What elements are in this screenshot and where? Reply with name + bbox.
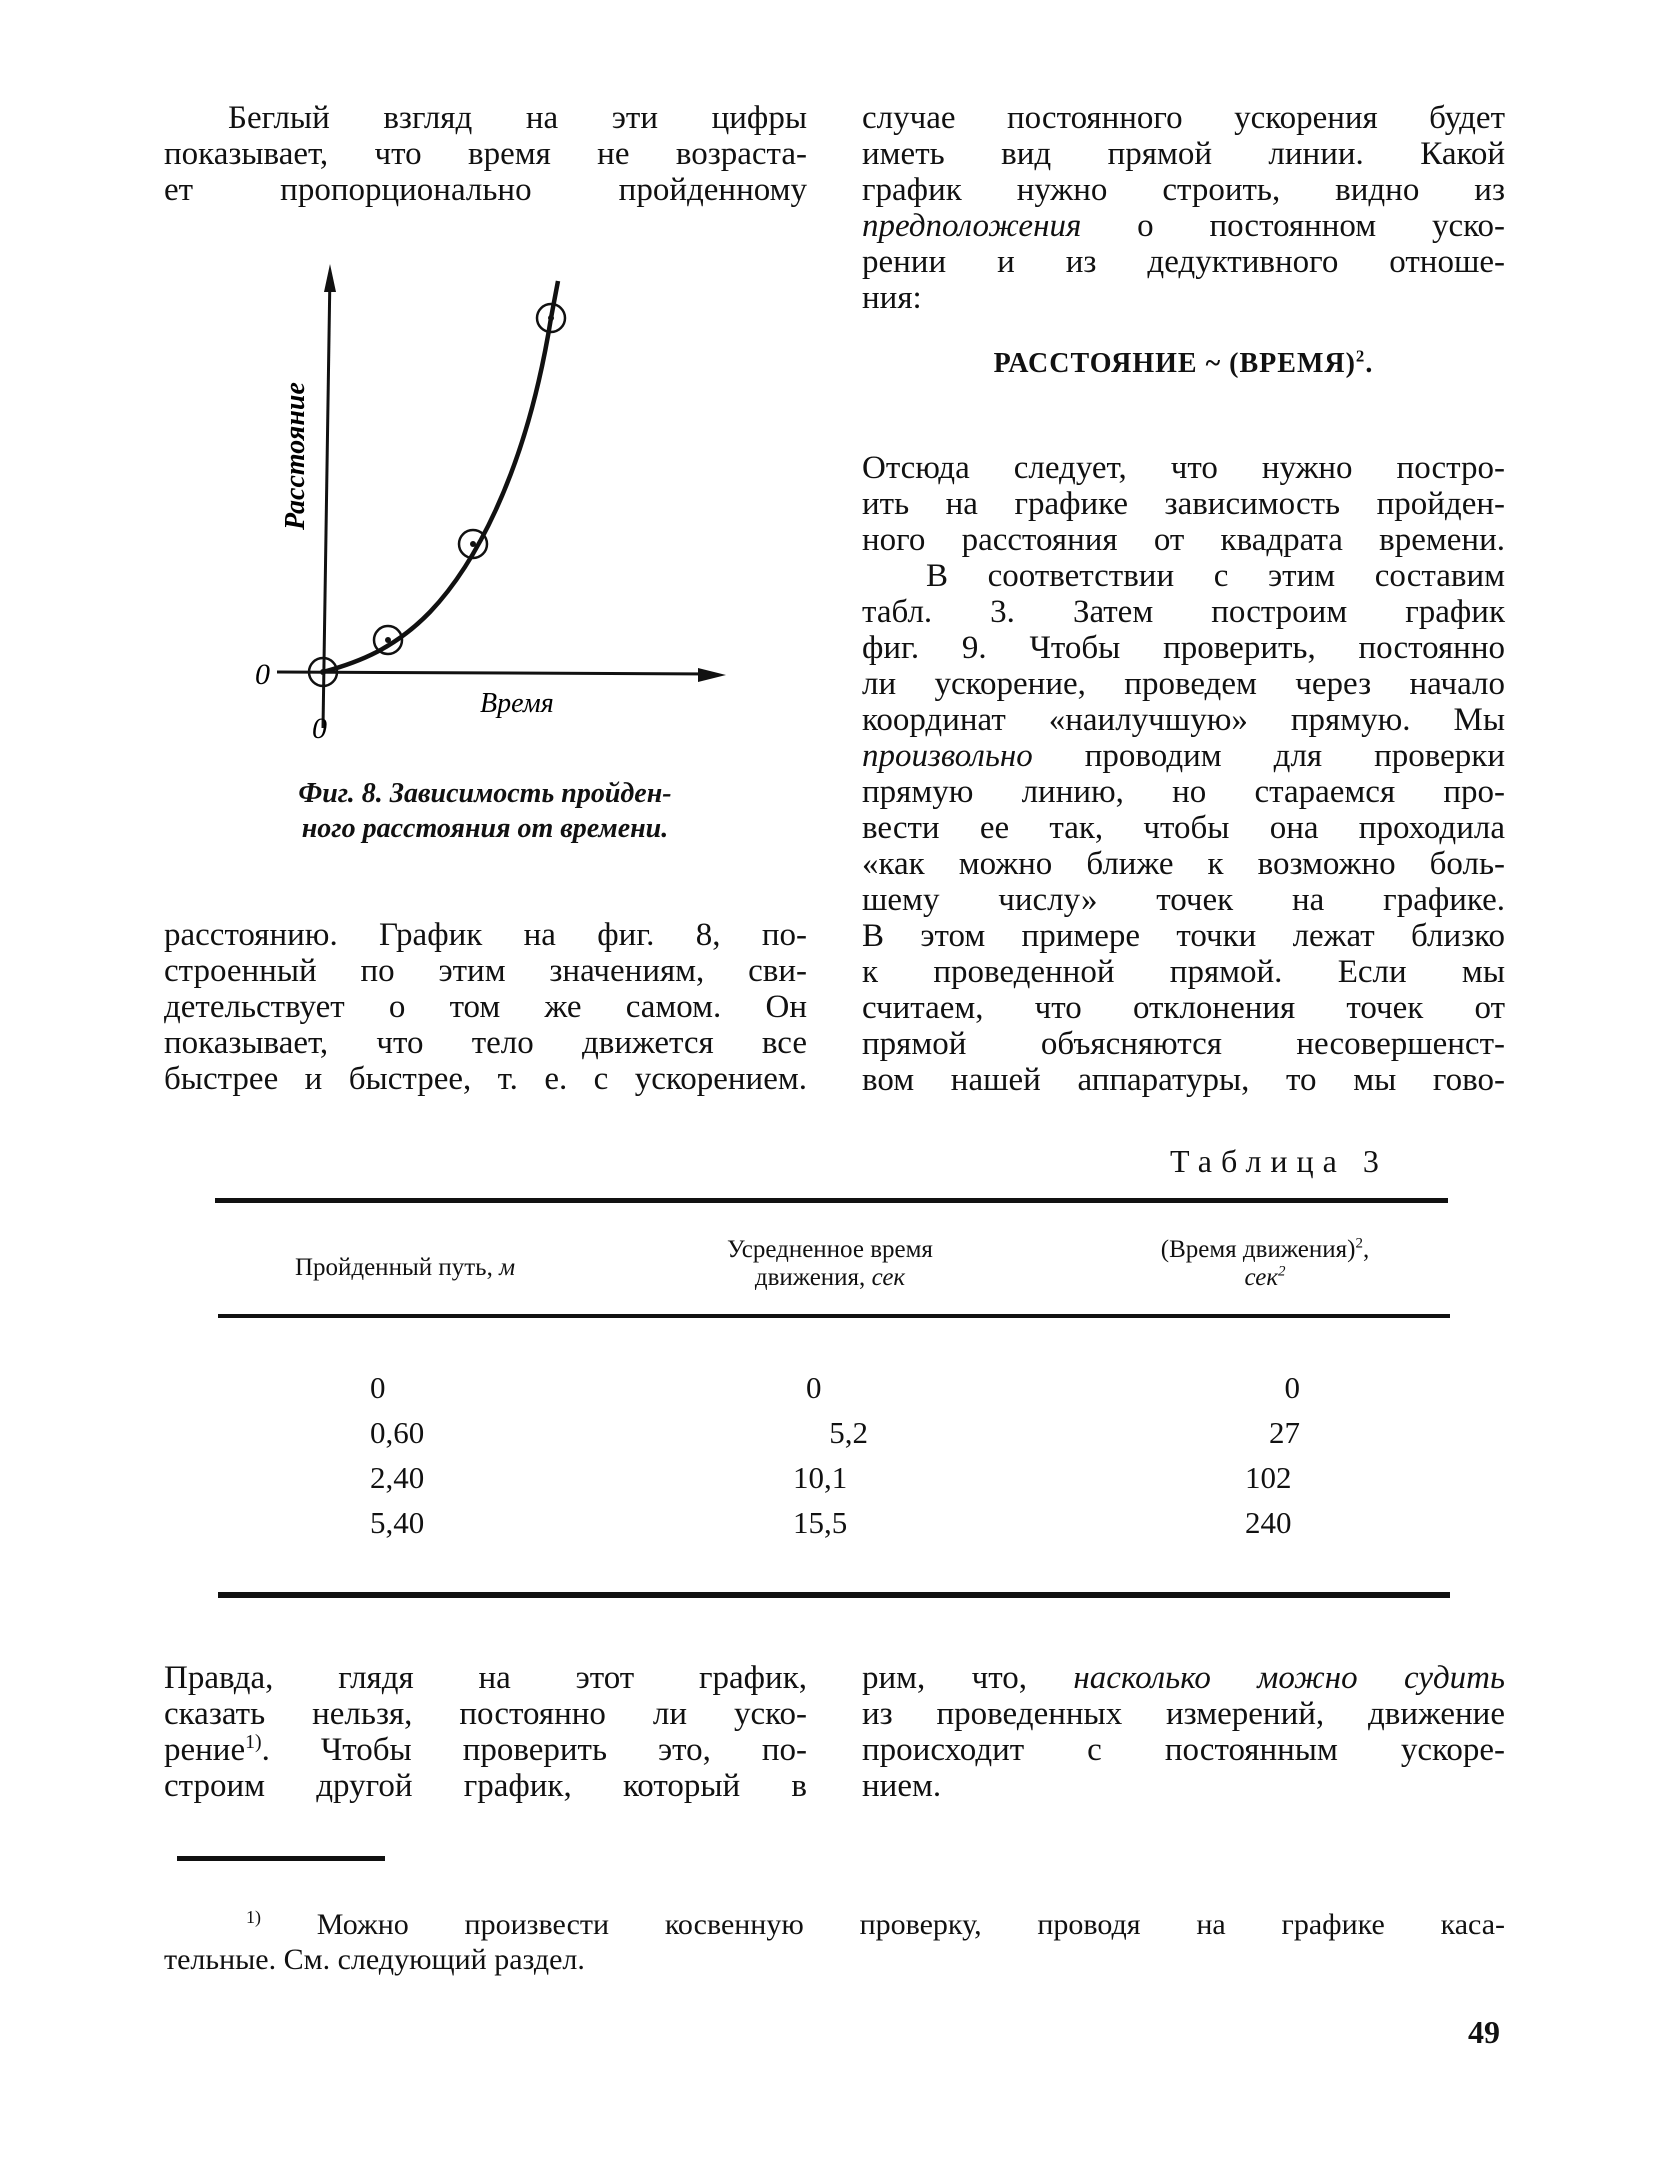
text-line: рение$^{1)}$. Чтобы проверить это, по- (164, 1731, 807, 1768)
footnote-ref[interactable]: 1) (245, 1731, 262, 1753)
footnote-rule (177, 1856, 385, 1861)
table-bottom-rule (218, 1592, 1450, 1598)
text-line: к проведенной прямой. Если мы (862, 954, 1505, 990)
formula-end: . (1365, 348, 1374, 379)
text-line: координат «наилучшую» прямую. Мы (862, 702, 1505, 738)
text-line: «как можно ближе к возможно боль- (862, 846, 1505, 882)
unit: сек (1244, 1264, 1279, 1291)
table-header: Усредненное время движения, сек (727, 1236, 933, 1291)
table-header: Пройденный путь, м (294, 1254, 516, 1281)
footnote-line: тельные. См. следующий раздел. (164, 1943, 585, 1976)
formula-exponent: 2 (1355, 346, 1366, 366)
cell: 0,60 (370, 1415, 425, 1450)
right-column-top (862, 100, 1505, 316)
text-line: считаем, что отклонения точек от (862, 990, 1505, 1026)
text-line: ить на графике зависимость пройден- (862, 486, 1505, 522)
x-axis (277, 672, 716, 674)
text-line: детельствует о том же самом. Он (164, 989, 807, 1025)
bottom-right-column (862, 1660, 1505, 1804)
emphasis: насколько можно судить (1073, 1660, 1505, 1696)
formula (862, 348, 1505, 380)
left-column-bottom (164, 917, 807, 1097)
text-line: Отсюда следует, что нужно постро- (862, 450, 1505, 486)
cell: 0 (806, 1370, 822, 1405)
text-line: расстоянию. График на фиг. 8, по- (164, 917, 807, 953)
caption-line: ного расстояния от времени. (301, 813, 669, 844)
text-line: В соответствии с этим составим (926, 558, 1505, 594)
text-line: строим другой график, который в (164, 1768, 807, 1804)
text-line: шему числу» точек на графике. (862, 882, 1505, 918)
page-number: 49 (1468, 2014, 1500, 2050)
formula-text: РАССТОЯНИЕ ~ (ВРЕМЯ) (993, 348, 1356, 379)
cell: 0 (1284, 1370, 1300, 1405)
x-axis-label: Время (480, 688, 554, 719)
text-line: рим, что, насколько можно судить (862, 1660, 1505, 1696)
figure-8-chart (0, 0, 800, 760)
text-line: фиг. 9. Чтобы проверить, постоянно (862, 630, 1505, 666)
text-line: В этом примере точки лежат близко (862, 918, 1505, 954)
cell: 102 (1245, 1460, 1292, 1495)
text-line: показывает, что время не возраста- (164, 136, 807, 172)
text-line: быстрее и быстрее, т. е. с ускорением. (164, 1061, 807, 1097)
text-line: иметь вид прямой линии. Какой (862, 136, 1505, 172)
y-axis-label: Расстояние (280, 382, 311, 530)
x-axis-arrow-icon (698, 668, 726, 682)
curve (323, 281, 558, 672)
cell: 10,1 (793, 1460, 848, 1495)
text-line: рении и из дедуктивного отноше- (862, 244, 1505, 280)
text-line: ет пропорционально пройденному (164, 172, 807, 208)
text-line: ния: (862, 280, 922, 316)
text-line: из проведенных измерений, движение (862, 1696, 1505, 1732)
text-line: случае постоянного ускорения будет (862, 100, 1505, 136)
text-line: график нужно строить, видно из (862, 172, 1505, 208)
text-line: Правда, глядя на этот график, (164, 1660, 807, 1696)
text-line (862, 738, 1505, 774)
table-title: Таблица 3 (1170, 1143, 1388, 1179)
text-line: строенный по этим значениям, сви- (164, 953, 807, 989)
text-line: прямую линию, но стараемся про- (862, 774, 1505, 810)
text-line: прямой объясняются несовершенст- (862, 1026, 1505, 1062)
footnote-marker: 1) (246, 1907, 261, 1927)
cell: 240 (1245, 1505, 1292, 1540)
bottom-left-column (164, 1660, 807, 1804)
text-line: вести ее так, чтобы она проходила (862, 810, 1505, 846)
caption-line: Фиг. 8. Зависимость пройден- (298, 778, 672, 809)
text-line: нием. (862, 1768, 942, 1804)
text-line: показывает, что тело движется все (164, 1025, 807, 1061)
text-fragment: проводим для проверки (1084, 738, 1505, 774)
emphasis: произвольно (862, 738, 1033, 774)
text-line: ного расстояния от квадрата времени. (862, 522, 1505, 558)
unit: сек (871, 1264, 906, 1291)
text-line: Беглый взгляд на эти цифры (228, 100, 807, 136)
text-line: ли ускорение, проведем через начало (862, 666, 1505, 702)
origin-y-label: 0 (255, 658, 270, 691)
cell: 15,5 (793, 1505, 848, 1540)
y-axis-arrow-icon (324, 264, 336, 292)
text-line: вом нашей аппаратуры, то мы гово- (862, 1062, 1505, 1098)
right-column-bottom (862, 450, 1505, 1098)
footnote-line: $^{1)}$ Можно произвести косвенную проверку, проводя на графике каса- (246, 1907, 1505, 1941)
cell: 2,40 (370, 1460, 425, 1495)
text-line: сказать нельзя, постоянно ли уско- (164, 1696, 807, 1732)
text-line: табл. 3. Затем построим график (862, 594, 1505, 630)
text-line: происходит с постоянным ускоре- (862, 1732, 1505, 1768)
cell: 0 (370, 1370, 386, 1405)
text-line (862, 208, 1505, 244)
cell: 5,2 (829, 1415, 868, 1450)
origin-x-label: 0 (312, 712, 327, 745)
unit: м (499, 1254, 516, 1281)
text-fragment: о постоянном уско- (1137, 208, 1506, 244)
cell: 5,40 (370, 1505, 425, 1540)
figure-caption (215, 776, 755, 846)
table-top-rule (215, 1198, 1448, 1203)
footnote (164, 1907, 1505, 1977)
table-header-rule (218, 1314, 1450, 1318)
emphasis: предположения (862, 208, 1082, 244)
cell: 27 (1269, 1415, 1300, 1450)
table-header: (Время движения)$^2$, сек$^2$ (1160, 1235, 1370, 1291)
